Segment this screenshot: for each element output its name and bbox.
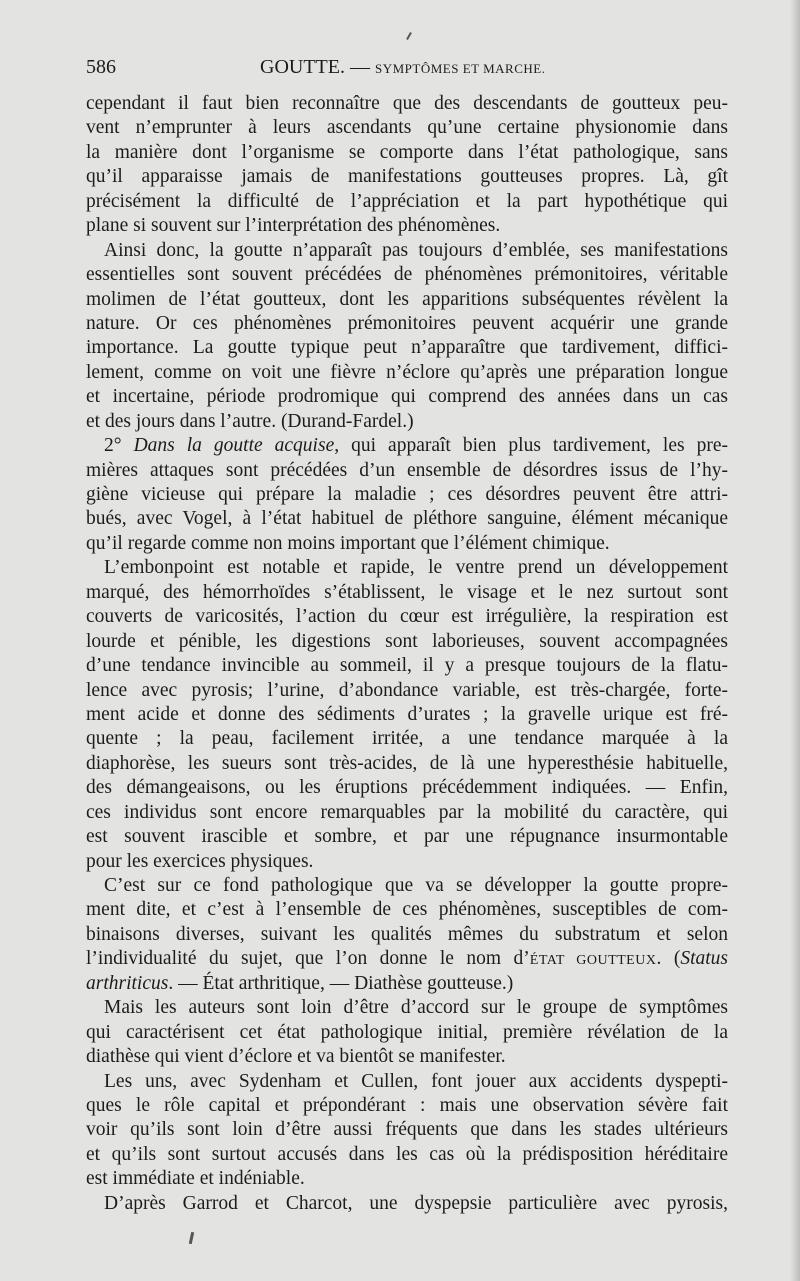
text-line: plane si souvent sur l’interprétation des phénomènes.	[86, 215, 501, 237]
text-line: Les uns, avec Sydenham et Cullen, font jouer aux accidents dyspepti-	[104, 1070, 728, 1092]
text-line: est immédiate et indéniable.	[86, 1168, 305, 1190]
ink-speck	[189, 1232, 194, 1244]
text-line: binaisons diverses, suivant les qualités mêmes du substratum et selon	[86, 923, 728, 945]
text-line: couverts de varicosités, l’action du cœur est irrégulière, la respiration est	[86, 606, 728, 628]
page-number: 586	[86, 56, 116, 78]
text-line: D’après Garrod et Charcot, une dyspepsie particulière avec pyrosis,	[104, 1192, 728, 1214]
ink-speck	[406, 32, 412, 40]
text-line: pour les exercices physiques.	[86, 850, 314, 872]
text-line: ces individus sont encore remarquables par la mobilité du caractère, qui	[86, 801, 728, 823]
text-line: lement, comme on voit une fièvre n’éclore qu’après une préparation longue	[86, 361, 728, 383]
text-line: lourde et pénible, les digestions sont laborieuses, souvent accompagnées	[86, 630, 728, 652]
text-line: diathèse qui vient d’éclore et va bientôt se manifester.	[86, 1046, 506, 1068]
section-title-italic: Dans la goutte acquise	[133, 435, 335, 457]
text-line: ment acide et donne des sédiments d’urates ; la gravelle urique est fré-	[86, 703, 728, 725]
text-line: Mais les auteurs sont loin d’être d’accord sur le groupe de symptômes	[104, 997, 728, 1019]
page-edge-shadow	[790, 0, 800, 1281]
text-line: quente ; la peau, facilement irritée, a une tendance marquée à la	[86, 728, 728, 750]
text-line: diaphorèse, les sueurs sont très-acides, de là une hyperesthésie habituelle,	[86, 752, 728, 774]
text-fragment: , qui apparaît bien plus tardivement, les pre-	[334, 435, 728, 457]
small-caps-term: ÉTAT GOUTTEUX	[529, 953, 657, 969]
text-line: la manière dont l’organisme se comporte dans l’état pathologique, sans	[86, 141, 728, 163]
text-line: voir qu’ils sont loin d’être aussi fréquents que dans les stades ultérieurs	[86, 1119, 728, 1141]
text-line: ment dite, et c’est à l’ensemble de ces phénomènes, susceptibles de com-	[86, 899, 728, 921]
text-line: qu’il regarde comme non moins important que l’élément chimique.	[86, 532, 610, 554]
italic-term: Status	[680, 948, 729, 970]
text-line: importance. La goutte typique peut n’apparaître que tardivement, diffici-	[86, 337, 728, 359]
text-line: d’une tendance invincible au sommeil, il y a presque toujours de la flatu-	[86, 655, 728, 677]
text-line: mières attaques sont précédées d’un ensemble de désordres issus de l’hy-	[86, 459, 728, 481]
text-line-section-2	[86, 434, 728, 458]
text-line: et qu’ils sont surtout accusés dans les cas où la prédisposition héréditaire	[86, 1143, 728, 1165]
running-head-title: GOUTTE.	[260, 56, 345, 78]
running-head-subtitle: SYMPTÔMES ET MARCHE.	[374, 61, 546, 76]
text-line: L’embonpoint est notable et rapide, le ventre prend un développement	[104, 557, 728, 579]
text-line: et des jours dans l’autre. (Durand-Fardel.)	[86, 410, 414, 432]
text-line: qui caractérisent cet état pathologique initial, première révélation de la	[86, 1021, 728, 1043]
text-line: cependant il faut bien reconnaître que des descendants de goutteux peu-	[86, 93, 728, 114]
text-line: des démangeaisons, ou les éruptions précédemment indiquées. — Enfin,	[86, 777, 728, 799]
text-line: giène vicieuse qui prépare la maladie ; ces désordres peuvent être attri-	[86, 484, 728, 505]
text-line-etat-goutteux	[86, 947, 728, 971]
text-line: C’est sur ce fond pathologique que va se développer la goutte propre-	[104, 875, 728, 896]
text-line: essentielles sont souvent précédées de phénomènes prémonitoires, véritable	[86, 264, 728, 286]
text-fragment: . (	[656, 948, 681, 970]
text-line: qu’il apparaisse jamais de manifestations goutteuses propres. Là, gît	[86, 166, 728, 188]
text-line: lence avec pyrosis; l’urine, d’abondance variable, est très-chargée, forte-	[86, 679, 728, 701]
text-line: bués, avec Vogel, à l’état habituel de pléthore sanguine, élément mécanique	[86, 508, 728, 530]
page-header	[86, 56, 728, 86]
text-line: vent n’emprunter à leurs ascendants qu’une certaine physionomie dans	[86, 117, 728, 139]
text-line: nature. Or ces phénomènes prémonitoires peuvent acquérir une grande	[86, 312, 728, 334]
text-line: Ainsi donc, la goutte n’apparaît pas toujours d’emblée, ses manifestations	[104, 239, 728, 261]
running-head-dash: —	[349, 56, 370, 78]
body-text	[86, 92, 728, 1216]
section-number: 2°	[104, 435, 134, 457]
text-fragment: . — État arthritique, — Diathèse goutteuse.)	[168, 972, 514, 994]
text-line: est souvent irascible et sombre, et par une répugnance insurmontable	[86, 826, 728, 848]
text-line: et incertaine, période prodromique qui comprend des années dans un cas	[86, 386, 728, 408]
text-line: marqué, des hémorrhoïdes s’établissent, le visage et le nez surtout sont	[86, 581, 728, 603]
text-line: précisément la difficulté de l’appréciation et la part hypothétique qui	[86, 190, 728, 212]
text-line-arthriticus	[86, 972, 728, 996]
text-line: ques le rôle capital et prépondérant : mais une observation sévère fait	[86, 1094, 728, 1116]
running-head	[260, 56, 545, 79]
text-line: molimen de l’état goutteux, dont les apparitions subséquentes révèlent la	[86, 288, 728, 310]
text-fragment: l’individualité du sujet, que l’on donne le nom d’	[86, 948, 530, 970]
italic-term: arthriticus	[86, 972, 169, 994]
